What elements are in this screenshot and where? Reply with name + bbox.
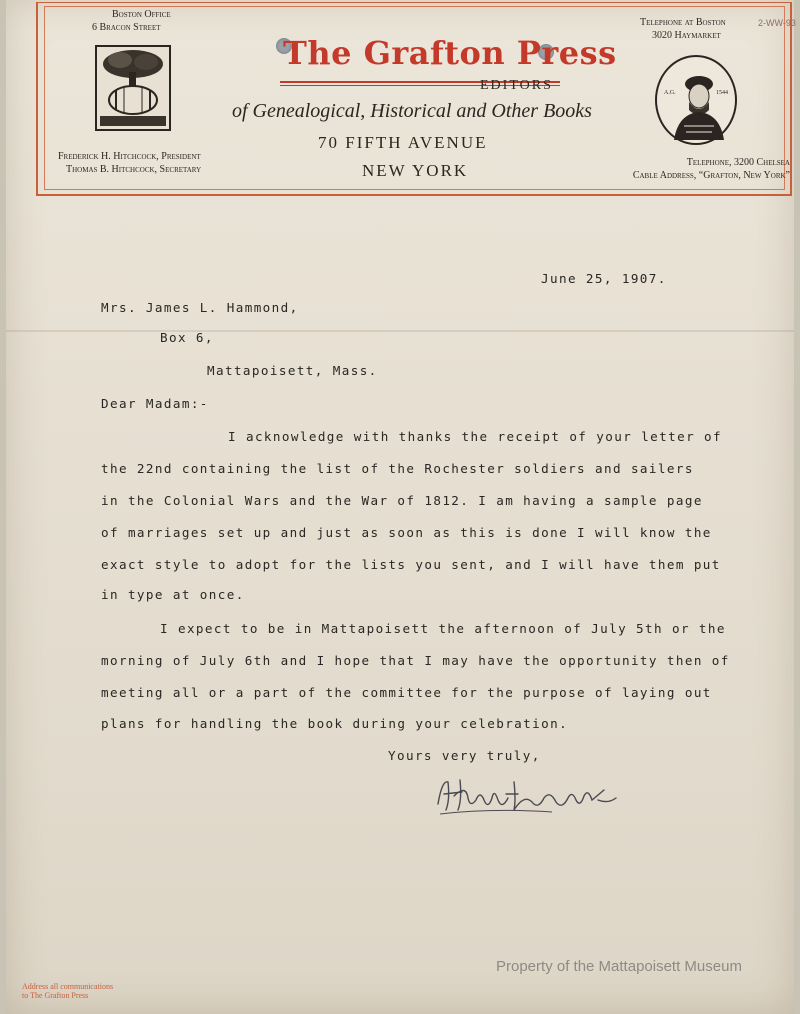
telephone-boston-label: Telephone at Boston (640, 17, 726, 28)
closing: Yours very truly, (388, 748, 541, 763)
boston-office-label: Boston Office (112, 9, 171, 20)
body-line: in the Colonial Wars and the War of 1812. I am having a sample page (101, 493, 703, 508)
body-line: morning of July 6th and I hope that I may have the opportunity then of (101, 653, 730, 668)
cable-address: Cable Address, “Grafton, New York” (632, 170, 790, 181)
body-line: of marriages set up and just as soon as this is done I will know the (101, 525, 712, 540)
officer-secretary: Thomas B. Hitchcock, Secretary (66, 164, 202, 175)
portrait-date-left: A.G. (664, 90, 676, 96)
telephone-chelsea (600, 156, 790, 182)
recipient-name: Mrs. James L. Hammond, (101, 300, 299, 315)
boston-office (92, 8, 202, 34)
barrel-tree-emblem (94, 44, 172, 132)
body-line: meeting all or a part of the committee for the purpose of laying out (101, 685, 712, 700)
body-line: in type at once. (101, 587, 245, 602)
pencil-note: 2-WW-93 (758, 18, 796, 28)
museum-watermark: Property of the Mattapoisett Museum (496, 958, 742, 975)
address-city: NEW YORK (362, 161, 469, 180)
address-street: 70 FIFTH AVENUE (318, 133, 488, 152)
recipient-town: Mattapoisett, Mass. (207, 363, 378, 378)
salutation: Dear Madam:- (101, 396, 209, 411)
body-line: plans for handling the book during your celebration. (101, 716, 569, 731)
telephone-boston-number: 3020 Haymarket (652, 30, 721, 41)
handwritten-signature (432, 770, 622, 822)
footer-note (22, 982, 113, 1000)
portrait-medallion (654, 54, 738, 146)
officers (58, 150, 238, 176)
body-line: exact style to adopt for the lists you sent, and I will have them put (101, 557, 721, 572)
body-line: I expect to be in Mattapoisett the afternoon of July 5th or the (160, 621, 726, 636)
paper-crease (6, 330, 794, 332)
publisher-name: The Grafton Press (283, 34, 617, 72)
boston-office-street: 6 Bracon Street (92, 22, 161, 33)
body-line: I acknowledge with thanks the receipt of your letter of (228, 429, 723, 444)
footer-note-line: Address all communications (22, 982, 114, 991)
recipient-box: Box 6, (160, 330, 214, 345)
portrait-date-right: 1544 (716, 90, 728, 96)
editors-fragment: EDITORS (480, 78, 553, 93)
officer-president: Frederick H. Hitchcock, President (58, 151, 201, 162)
letter-date: June 25, 1907. (541, 271, 667, 286)
publisher-tagline: of Genealogical, Historical and Other Books (232, 100, 592, 122)
footer-note-line: to The Grafton Press (22, 991, 89, 1000)
body-line: the 22nd containing the list of the Rochester soldiers and sailers (101, 461, 694, 476)
telephone-chelsea-number: Telephone, 3200 Chelsea (686, 157, 790, 168)
